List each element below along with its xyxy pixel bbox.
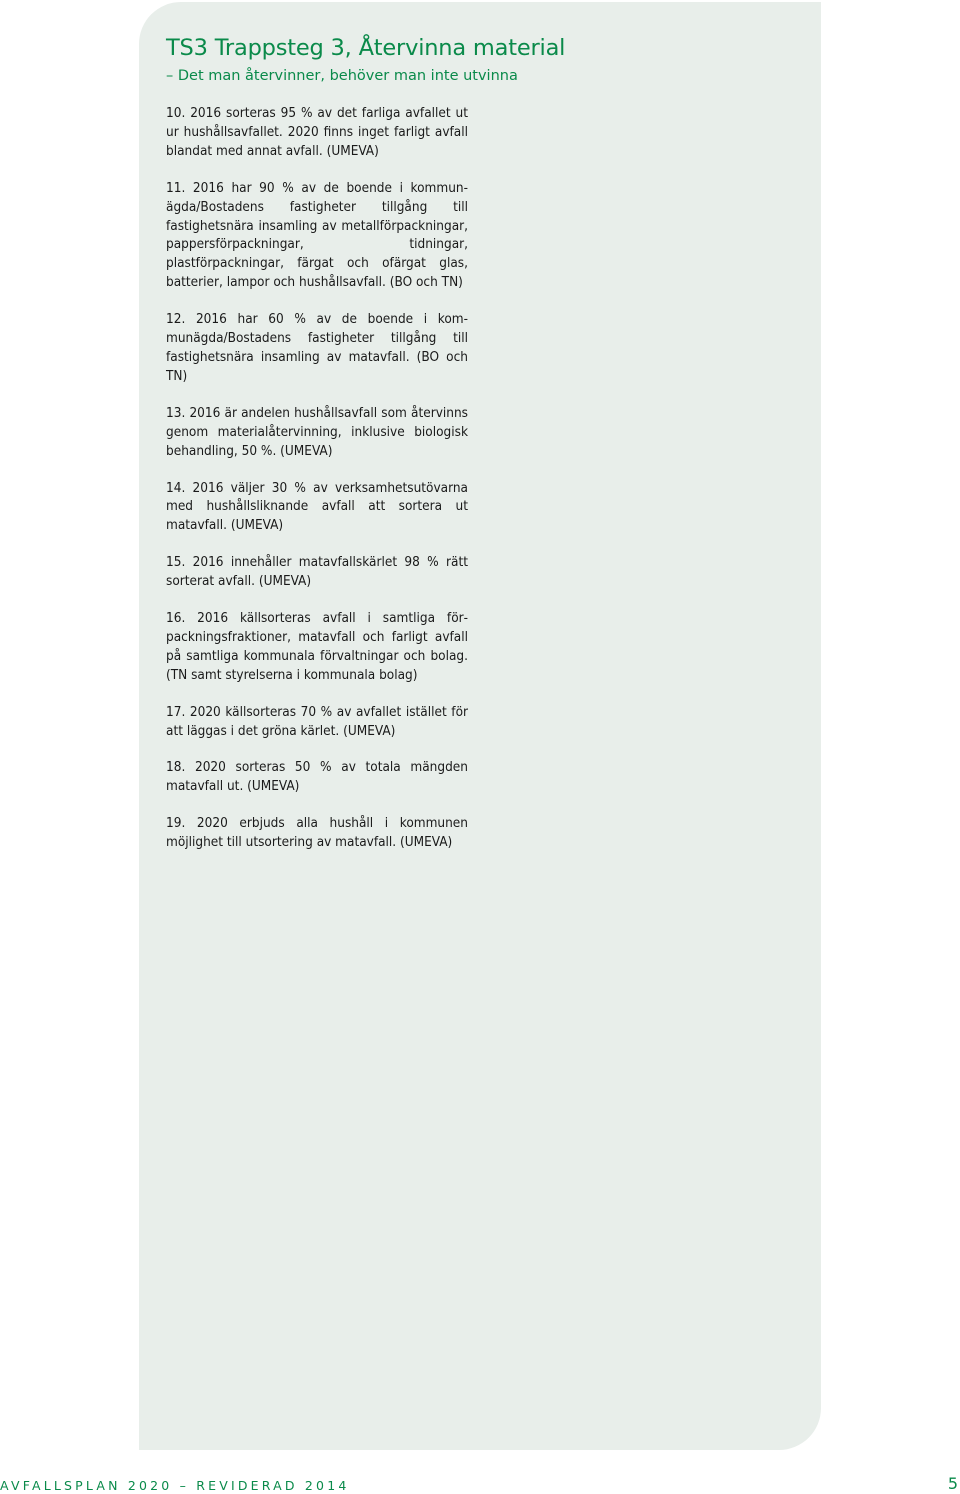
goal-item-12: 12. 2016 har 60 % av de boende i kommunägda/Bostadens fastigheter tillgång till fastighetsnära insamling av matavfall. (BO och TN) (166, 311, 468, 384)
goal-item-18: 18. 2020 sorteras 50 % av totala mängden matavfall ut. (UMEVA) (166, 759, 468, 795)
goal-item-19: 19. 2020 erbjuds alla hushåll i kommunen möjlighet till utsortering av matavfall. (UMEVA) (166, 815, 468, 851)
goal-item-14: 14. 2016 väljer 30 % av verksamhetsutövarna med hushållsliknande avfall att sortera ut matavfall. (UMEVA) (166, 479, 468, 534)
goal-item-13: 13. 2016 är andelen hushållsavfall som återvinns genom materialåtervinning, inklusive biologisk behandling, 50 %. (UMEVA) (166, 404, 468, 459)
goal-list (166, 104, 468, 852)
goal-item-15: 15. 2016 innehåller matavfallskärlet 98 % rätt sorterat avfall. (UMEVA) (166, 554, 468, 590)
page-number: 5 (947, 1474, 958, 1493)
page-title: TS3 Trappsteg 3, Återvinna material (166, 35, 566, 61)
page-content (166, 34, 566, 870)
goal-item-16: 16. 2016 källsorteras avfall i samtliga förpackningsfraktioner, matavfall och farligt avfall på samtliga kommunala förvaltningar och bolag. (TN samt styrelserna i kommunala bolag) (166, 610, 468, 683)
footer-running-title: AVFALLSPLAN 2020 – REVIDERAD 2014 (0, 1478, 350, 1493)
goal-item-10: 10. 2016 sorteras 95 % av det farliga avfallet ut ur hushållsavfallet. 2020 finns inget farligt avfall blandat med annat avfall. (UMEVA) (166, 105, 468, 159)
page-subtitle: – Det man återvinner, behöver man inte utvinna (166, 68, 518, 84)
goal-item-17: 17. 2020 källsorteras 70 % av avfallet istället för att läggas i det gröna kärlet. (UMEVA) (166, 703, 468, 739)
goal-item-11: 11. 2016 har 90 % av de boende i kommunägda/Bostadens fastigheter tillgång till fastighetsnära insamling av metallförpackningar, pappersförpackningar, tidningar, plastförpackningar, färgat och ofärgat glas, batterier, lampor och hushållsavfall. (BO och TN) (166, 179, 468, 291)
